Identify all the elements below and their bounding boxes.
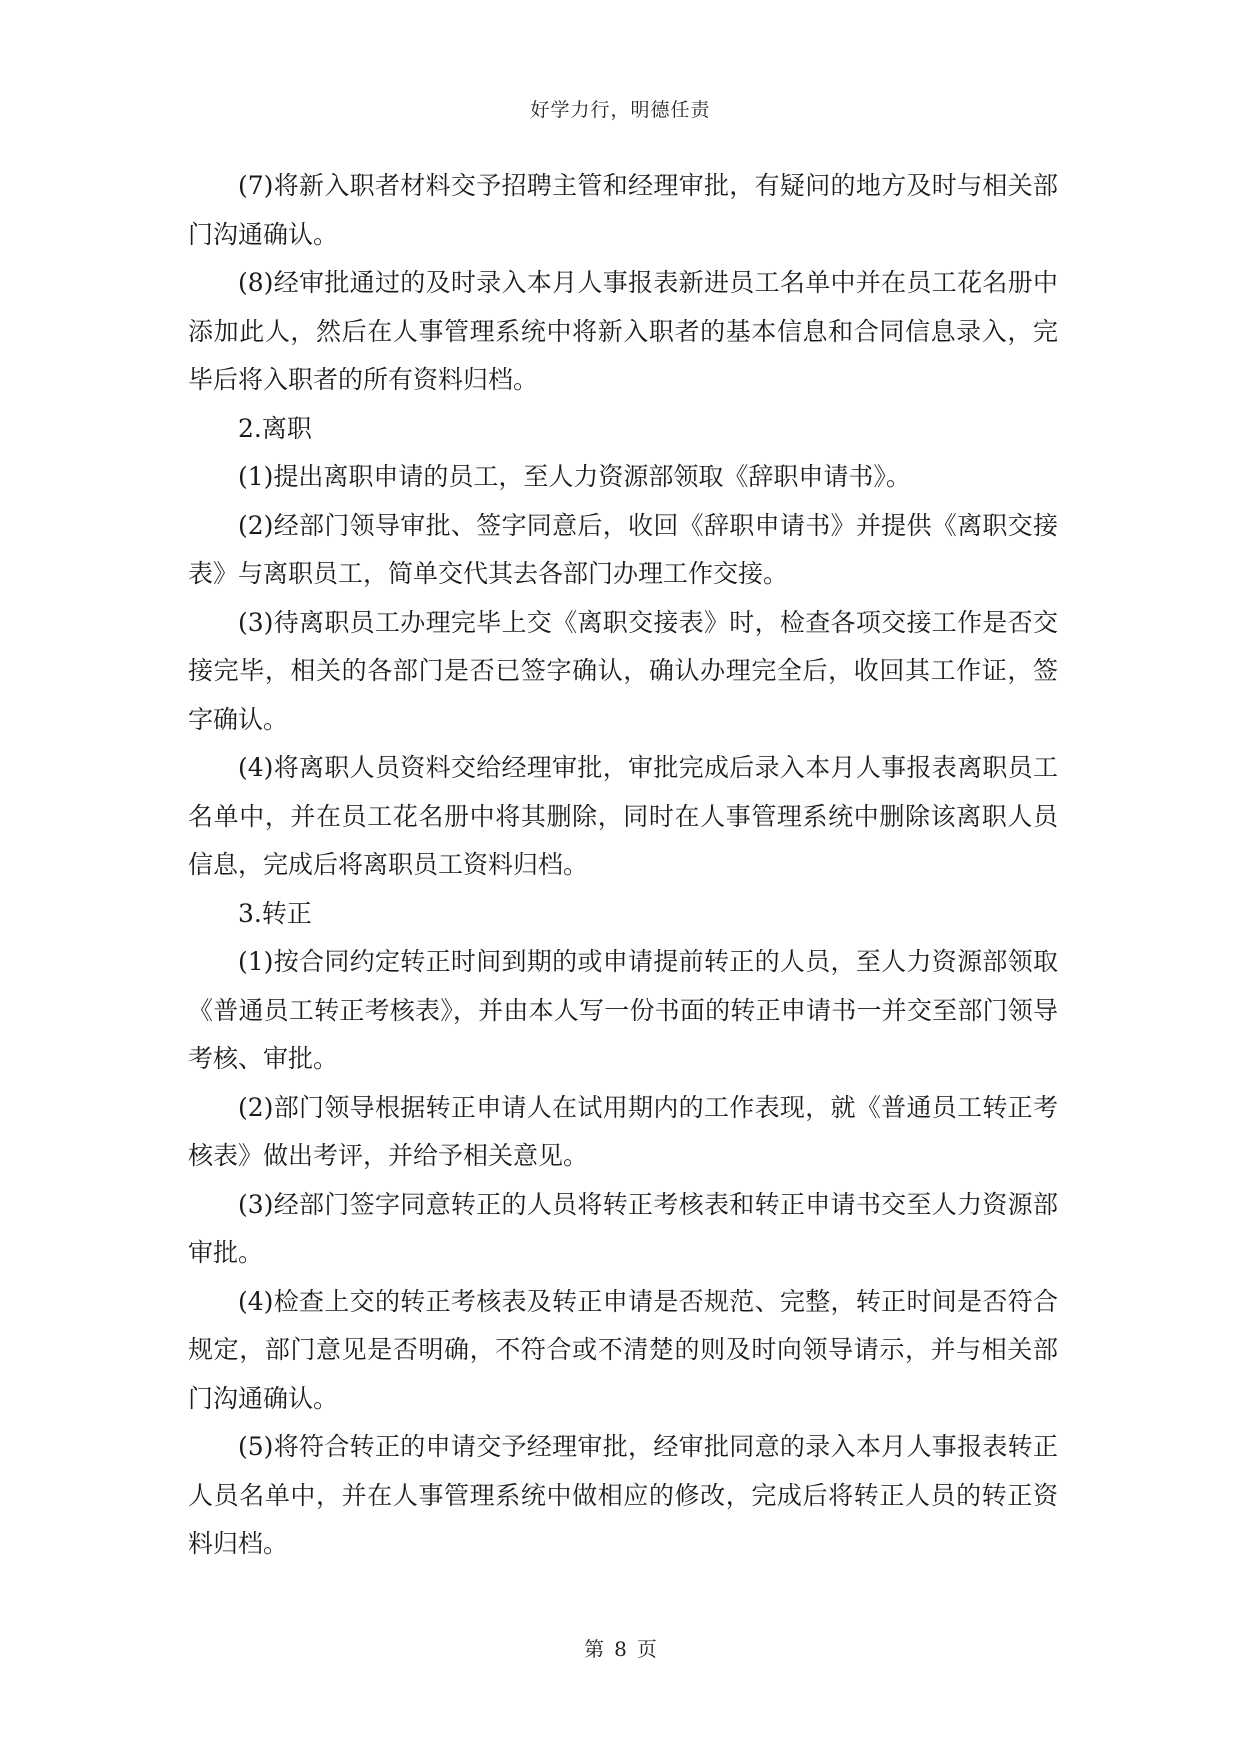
paragraph-8-record: (8)经审批通过的及时录入本月人事报表新进员工名单中并在员工花名册中添加此人，然后在人事管理系统中将新入职者的基本信息和合同信息录入，完毕后将入职者的所有资料归档。	[188, 268, 1058, 394]
document-body	[188, 162, 1058, 1569]
section-heading-regularization: 3.转正	[238, 898, 312, 928]
paragraph-regular-5: (5)将符合转正的申请交予经理审批，经审批同意的录入本月人事报表转正人员名单中，并在人事管理系统中做相应的修改，完成后将转正人员的转正资料归档。	[188, 1432, 1058, 1558]
paragraph-regular-4: (4)检查上交的转正考核表及转正申请是否规范、完整，转正时间是否符合规定，部门意见是否明确，不符合或不清楚的则及时向领导请示，并与相关部门沟通确认。	[188, 1286, 1058, 1413]
paragraph-resign-4: (4)将离职人员资料交给经理审批，审批完成后录入本月人事报表离职员工名单中，并在员工花名册中将其删除，同时在人事管理系统中删除该离职人员信息，完成后将离职员工资料归档。	[188, 753, 1058, 879]
page-header: 好学力行，明德任责	[530, 99, 711, 121]
page-number-prefix: 第	[584, 1637, 605, 1661]
paragraph-regular-3: (3)经部门签字同意转正的人员将转正考核表和转正申请书交至人力资源部审批。	[188, 1189, 1058, 1267]
page-footer	[0, 1633, 1241, 1662]
paragraph-7-review: (7)将新入职者材料交予招聘主管和经理审批，有疑问的地方及时与相关部门沟通确认。	[188, 171, 1058, 249]
paragraph-regular-2: (2)部门领导根据转正申请人在试用期内的工作表现，就《普通员工转正考核表》做出考评，并给予相关意见。	[188, 1092, 1058, 1170]
page-number-suffix: 页	[636, 1637, 657, 1661]
page-number: 8	[614, 1637, 627, 1661]
paragraph-regular-1: (1)按合同约定转正时间到期的或申请提前转正的人员，至人力资源部领取《普通员工转正考核表》，并由本人写一份书面的转正申请书一并交至部门领导考核、审批。	[188, 947, 1058, 1073]
paragraph-resign-2: (2)经部门领导审批、签字同意后，收回《辞职申请书》并提供《离职交接表》与离职员工，简单交代其去各部门办理工作交接。	[188, 510, 1058, 588]
paragraph-resign-3: (3)待离职员工办理完毕上交《离职交接表》时，检查各项交接工作是否交接完毕，相关的各部门是否已签字确认，确认办理完全后，收回其工作证，签字确认。	[188, 607, 1058, 734]
paragraph-resign-1: (1)提出离职申请的员工，至人力资源部领取《辞职申请书》。	[238, 462, 911, 491]
section-heading-resignation: 2.离职	[238, 413, 312, 443]
